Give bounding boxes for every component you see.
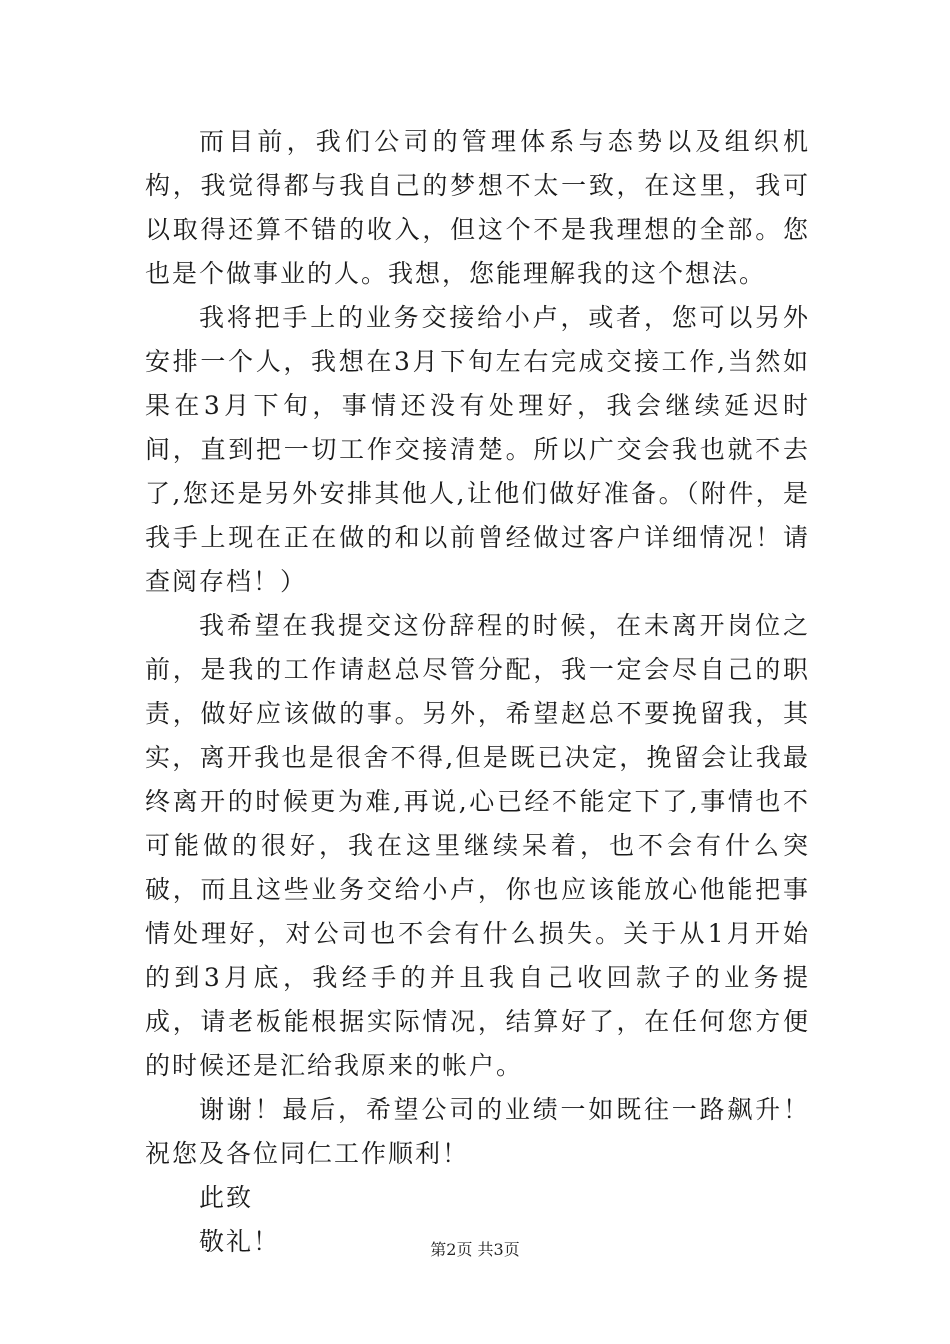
closing-regards: 敬礼！ [199, 1227, 281, 1256]
paragraph-thanks: 谢谢！最后，希望公司的业绩一如既往一路飙升！祝您及各位同仁工作顺利！ [145, 1095, 810, 1168]
page-number-footer: 第2页 共3页 [430, 1240, 520, 1259]
letter-body [145, 120, 810, 1264]
paragraph-resignation-request: 我希望在我提交这份辞程的时候，在未离开岗位之前，是我的工作请赵总尽管分配，我一定会尽自己的职责，做好应该做的事。另外，希望赵总不要挽留我，其实，离开我也是很舍不得,但是既已决定，挽留会让我最终离开的时候更为难,再说,心已经不能定下了,事情也不可能做的很好，我在这里继续呆着，也不会有什么突破，而且这些业务交给小卢，你也应该能放心他能把事情处理好，对公司也不会有什么损失。关于从1月开始的到3月底，我经手的并且我自己收回款子的业务提成，请老板能根据实际情况，结算好了，在任何您方便的时候还是汇给我原来的帐户。 [145, 611, 810, 1080]
paragraph-handover: 我将把手上的业务交接给小卢，或者，您可以另外安排一个人，我想在3月下旬左右完成交接工作,当然如果在3月下旬，事情还没有处理好，我会继续延迟时间，直到把一切工作交接清楚。所以广交会我也就不去了,您还是另外安排其他人,让他们做好准备。（附件，是我手上现在正在做的和以前曾经做过客户详细情况！请查阅存档！） [145, 303, 810, 596]
paragraph-management-system: 而目前，我们公司的管理体系与态势以及组织机构，我觉得都与我自己的梦想不太一致，在这里，我可以取得还算不错的收入，但这个不是我理想的全部。您也是个做事业的人。我想，您能理解我的这个想法。 [145, 127, 810, 288]
closing-salutation: 此致 [199, 1183, 254, 1212]
